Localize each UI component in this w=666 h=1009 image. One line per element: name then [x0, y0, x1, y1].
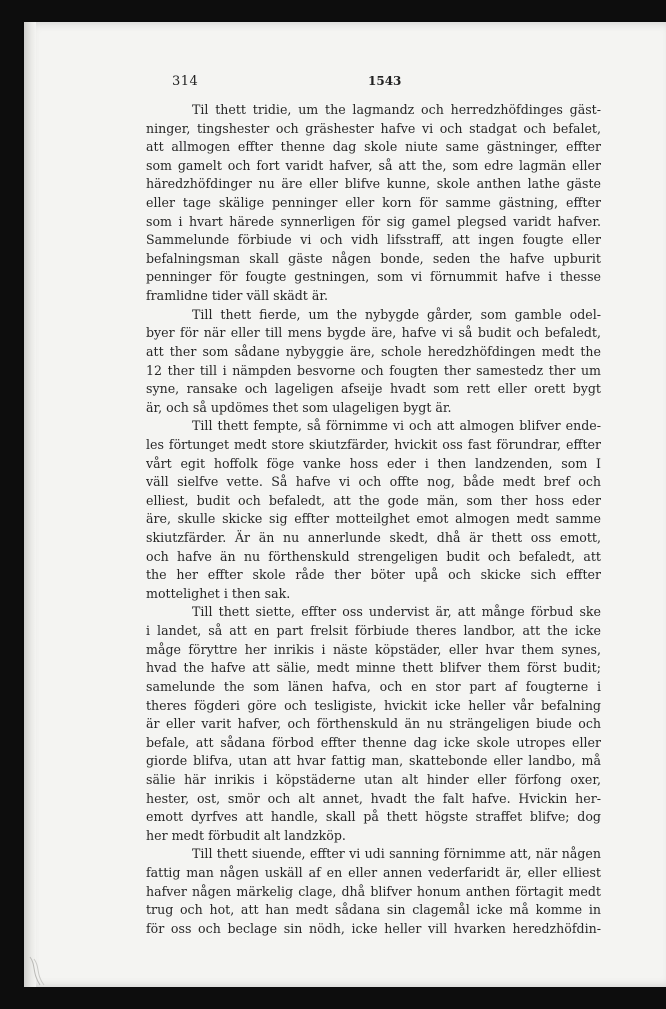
text-line: mottelighet i then sak.: [146, 585, 291, 601]
text-line: vårt egit hoffolk föge vanke hoss eder i then landzenden, som I: [146, 455, 601, 471]
text-line: samelunde the som länen hafva, och en stor part af fougterne i: [146, 678, 601, 694]
text-line: fattig man någen uskäll af en eller annen vederfaridt är, eller elliest: [146, 864, 601, 880]
text-line: häredzhöfdinger nu äre eller blifve kunne, skole anthen lathe gäste: [146, 176, 601, 192]
text-line: 12 ther till i nämpden besvorne och fougten ther samestedz ther um: [146, 362, 601, 378]
text-line: är, och så updömes thet som ulageligen bygt är.: [146, 399, 452, 415]
text-line: hvad the hafve att sälie, medt minne thett blifver them först budit;: [146, 660, 601, 676]
text-line: trug och hot, att han medt sådana sin clagemål icke må komme in: [146, 902, 601, 918]
body-text: [146, 101, 601, 938]
text-line: befale, att sådana förbod effter thenne dag icke skole utropes eller: [146, 734, 601, 750]
text-line: les förtunget medt store skiutzfärder, hvickit oss fast förundrar, effter: [146, 436, 601, 452]
text-line: eller tage skälige penninger eller korn för samme gästning, effter: [146, 195, 601, 211]
scan-bottom-border: [0, 987, 666, 1009]
text-line: som i hvart härede synnerligen för sig gamel plegsed varidt hafver.: [146, 213, 601, 229]
page-curl-mark: [26, 955, 48, 987]
text-line: Till thett siette, effter oss undervist är, att månge förbud ske: [192, 604, 601, 620]
text-line: måge föryttre her inrikis i näste köpstäder, eller hvar them synes,: [146, 641, 601, 657]
text-line: emott dyrfves att handle, skall på thett högste straffet blifve; dog: [146, 809, 601, 825]
scan-top-border: [0, 0, 666, 20]
text-line: Till thett siuende, effter vi udi sanning förnimme att, när någen: [192, 846, 601, 862]
text-line: väll sielfve vette. Så hafve vi och offte nog, både medt bref och: [146, 474, 601, 490]
text-line: att ther som sådane nybyggie äre, schole heredzhöfdingen medt the: [146, 343, 601, 359]
text-line: hester, ost, smör och alt annet, hvadt the falt hafve. Hvickin her-: [146, 790, 601, 806]
year-heading: 1543: [368, 74, 402, 88]
text-line: framlidne tider väll skädt är.: [146, 288, 328, 304]
scan-left-border: [0, 0, 22, 1009]
text-line: sälie här inrikis i köpstäderne utan alt hinder eller förfong oxer,: [146, 771, 601, 787]
paragraph: [146, 306, 601, 418]
text-line: i landet, så att en part frelsit förbiude theres landbor, att the icke: [146, 623, 601, 639]
text-line: Till thett fempte, så förnimme vi och att almogen blifver ende-: [192, 418, 601, 434]
text-line: som gamelt och fort varidt hafver, så att the, som edre lagmän eller: [146, 157, 601, 173]
page-number: 314: [172, 74, 199, 89]
text-line: byer för när eller till mens bygde äre, hafve vi så budit och befaledt,: [146, 325, 601, 341]
text-line: ninger, tingshester och gräshester hafve vi och stadgat och befalet,: [146, 120, 601, 136]
page-gutter-shadow: [24, 22, 36, 987]
paragraph: [146, 845, 601, 938]
text-line: skiutzfärder. Är än nu annerlunde skedt, dhå är thett oss emott,: [146, 530, 601, 546]
running-header: [172, 74, 604, 94]
text-line: befalningsman skall gäste någen bonde, seden the hafve upburit: [146, 250, 601, 266]
text-line: the her effter skole råde ther böter upå och skicke sich effter: [146, 567, 601, 583]
text-line: Till thett fierde, um the nybygde gårder, som gamble odel-: [192, 306, 601, 322]
text-line: syne, ransake och lageligen afseije hvadt som rett eller orett bygt: [146, 381, 601, 397]
text-line: och hafve än nu förthenskuld strengeligen budit och befaledt, att: [146, 548, 601, 564]
text-line: att allmogen effter thenne dag skole niute same gästninger, effter: [146, 139, 601, 155]
text-line: elliest, budit och befaledt, att the gode män, som ther hoss eder: [146, 492, 601, 508]
text-line: är eller varit hafver, och förthenskuld än nu strängeligen biude och: [146, 716, 601, 732]
text-line: Sammelunde förbiude vi och vidh lifsstraff, att ingen fougte eller: [146, 232, 601, 248]
text-line: för oss och beclage sin nödh, icke heller vill hvarken heredzhöfdin-: [146, 920, 601, 936]
text-line: theres fögderi göre och tesligiste, hvickit icke heller vår befalning: [146, 697, 601, 713]
text-line: penninger för fougte gestningen, som vi förnummit hafve i thesse: [146, 269, 601, 285]
paragraph: [146, 101, 601, 306]
text-line: äre, skulle skicke sig effter motteilghet emot almogen medt samme: [146, 511, 601, 527]
text-line: Til thett tridie, um the lagmandz och herredzhöfdinges gäst-: [192, 102, 601, 117]
text-line: giorde blifva, utan att hvar fattig man, skattebonde eller landbo, må: [146, 753, 601, 769]
paragraph: [146, 603, 601, 845]
text-line: her medt förbudit alt landzköp.: [146, 827, 346, 843]
paragraph: [146, 417, 601, 603]
text-line: hafver någen märkelig clage, dhå blifver honum anthen förtagit medt: [146, 883, 601, 899]
